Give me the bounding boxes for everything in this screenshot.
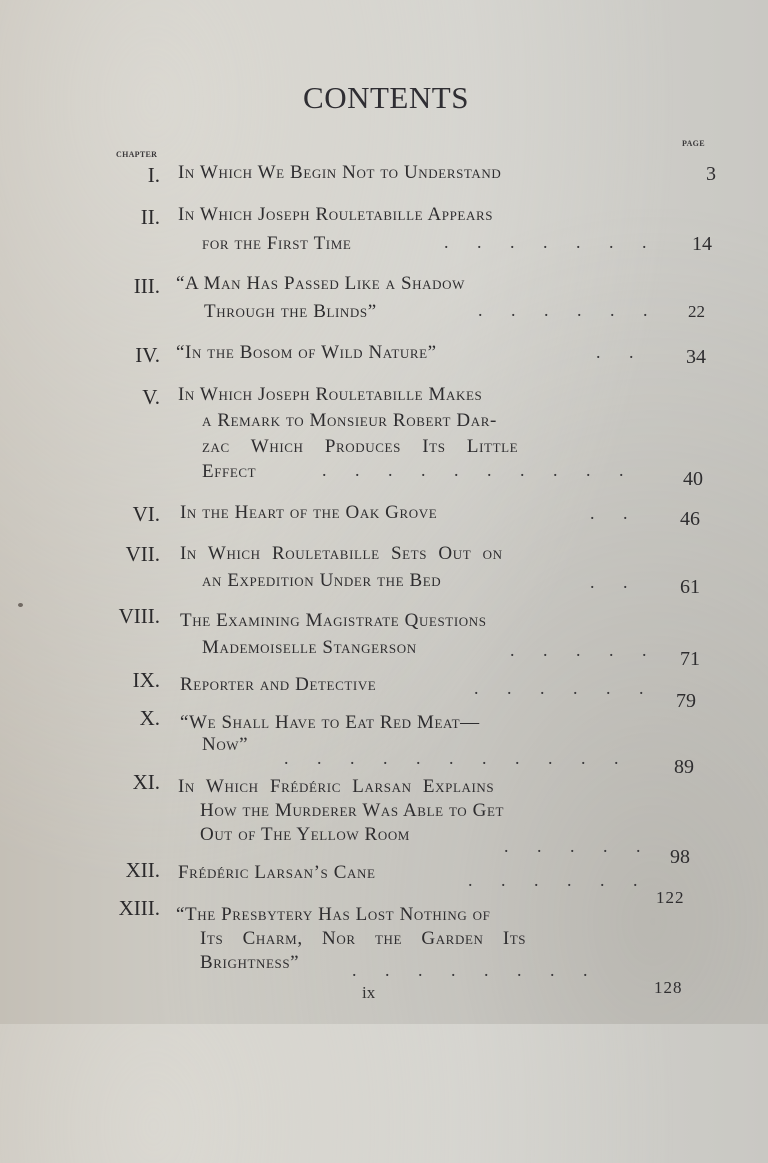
chapter-title-line: Mademoiselle Stangerson — [202, 637, 417, 658]
dot-leader: . . — [590, 503, 640, 523]
chapter-numeral: VII. — [125, 542, 160, 566]
page-number: 98 — [670, 846, 690, 868]
page-column-header: PAGE — [682, 139, 705, 148]
page-number: 61 — [680, 576, 700, 598]
chapter-title-line: In Which Frédéric Larsan Explains — [178, 776, 495, 797]
chapter-numeral: I. — [147, 163, 160, 187]
dot-leader: . . — [590, 572, 640, 592]
chapter-numeral: VIII. — [118, 604, 160, 628]
dot-leader: . . . . . . — [474, 678, 656, 698]
chapter-numeral: III. — [133, 274, 160, 298]
chapter-title-line: The Examining Magistrate Questions — [180, 610, 487, 631]
chapter-numeral: V. — [142, 385, 160, 409]
chapter-title-line: “In the Bosom of Wild Nature” — [176, 342, 437, 363]
chapter-title-line: Now” — [202, 734, 249, 755]
chapter-numeral: XI. — [132, 770, 160, 794]
page-number: 22 — [688, 302, 705, 321]
chapter-column-header: CHAPTER — [116, 150, 158, 159]
page-number: 122 — [656, 888, 685, 907]
page-number: 40 — [683, 468, 703, 490]
dot-leader: . . . . . . . . . . . — [284, 748, 631, 768]
chapter-title-line: In Which Joseph Rouletabille Makes — [178, 384, 483, 405]
page-number: 89 — [674, 756, 694, 778]
page-number: 3 — [706, 163, 716, 185]
chapter-title-line: Through the Blinds” — [204, 301, 377, 322]
page-number: 79 — [676, 690, 696, 712]
chapter-title-line: How the Murderer Was Able to Get — [200, 800, 505, 821]
chapter-numeral: VI. — [132, 502, 160, 526]
chapter-title-line: an Expedition Under the Bed — [202, 570, 442, 591]
dot-leader: . . . . . . — [478, 300, 660, 320]
dot-leader: . . . . . . . . — [352, 960, 600, 980]
chapter-numeral: XIII. — [118, 896, 160, 920]
chapter-numeral: IX. — [132, 668, 160, 692]
chapter-title-line: In Which Rouletabille Sets Out on — [180, 543, 503, 564]
chapter-title-line: In Which Joseph Rouletabille Appears — [178, 204, 494, 225]
chapter-title-line: zac Which Produces Its Little — [202, 436, 519, 457]
dot-leader: . . . . . — [504, 836, 653, 856]
page-number: 34 — [686, 346, 706, 368]
chapter-title-line: Reporter and Detective — [180, 674, 377, 695]
chapter-numeral: IV. — [135, 343, 160, 367]
chapter-numeral: X. — [139, 706, 160, 730]
dot-leader: . . . . . . . — [444, 232, 659, 252]
dot-leader: . . . . . . . . . . — [322, 460, 636, 480]
chapter-title-line: “A Man Has Passed Like a Shadow — [176, 273, 466, 294]
chapter-title-line: “The Presbytery Has Lost Nothing of — [176, 904, 491, 925]
page-number: 128 — [654, 978, 683, 997]
chapter-title-line: Frédéric Larsan’s Cane — [178, 862, 376, 883]
chapter-title-line: Effect — [202, 461, 257, 482]
chapter-title-line: Its Charm, Nor the Garden Its — [200, 928, 527, 949]
chapter-title-line: “We Shall Have to Eat Red Meat— — [180, 712, 480, 733]
chapter-title-line: Brightness” — [200, 952, 300, 973]
page-number: 14 — [692, 233, 712, 255]
chapter-title-line: Out of The Yellow Room — [200, 824, 410, 845]
chapter-title-line: a Remark to Monsieur Robert Dar- — [202, 410, 497, 431]
chapter-numeral: XII. — [125, 858, 160, 882]
folio-page-number: ix — [362, 983, 376, 1002]
chapter-title-line: In Which We Begin Not to Understand — [178, 162, 502, 183]
dot-leader: . . — [596, 342, 646, 362]
chapter-numeral: II. — [140, 205, 160, 229]
chapter-title-line: In the Heart of the Oak Grove — [180, 502, 438, 523]
page-number: 71 — [680, 648, 700, 670]
dot-leader: . . . . . — [510, 640, 659, 660]
dot-leader: . . . . . . — [468, 870, 650, 890]
page-number: 46 — [680, 508, 700, 530]
page-title: CONTENTS — [303, 80, 469, 115]
chapter-title-line: for the First Time — [202, 233, 352, 254]
